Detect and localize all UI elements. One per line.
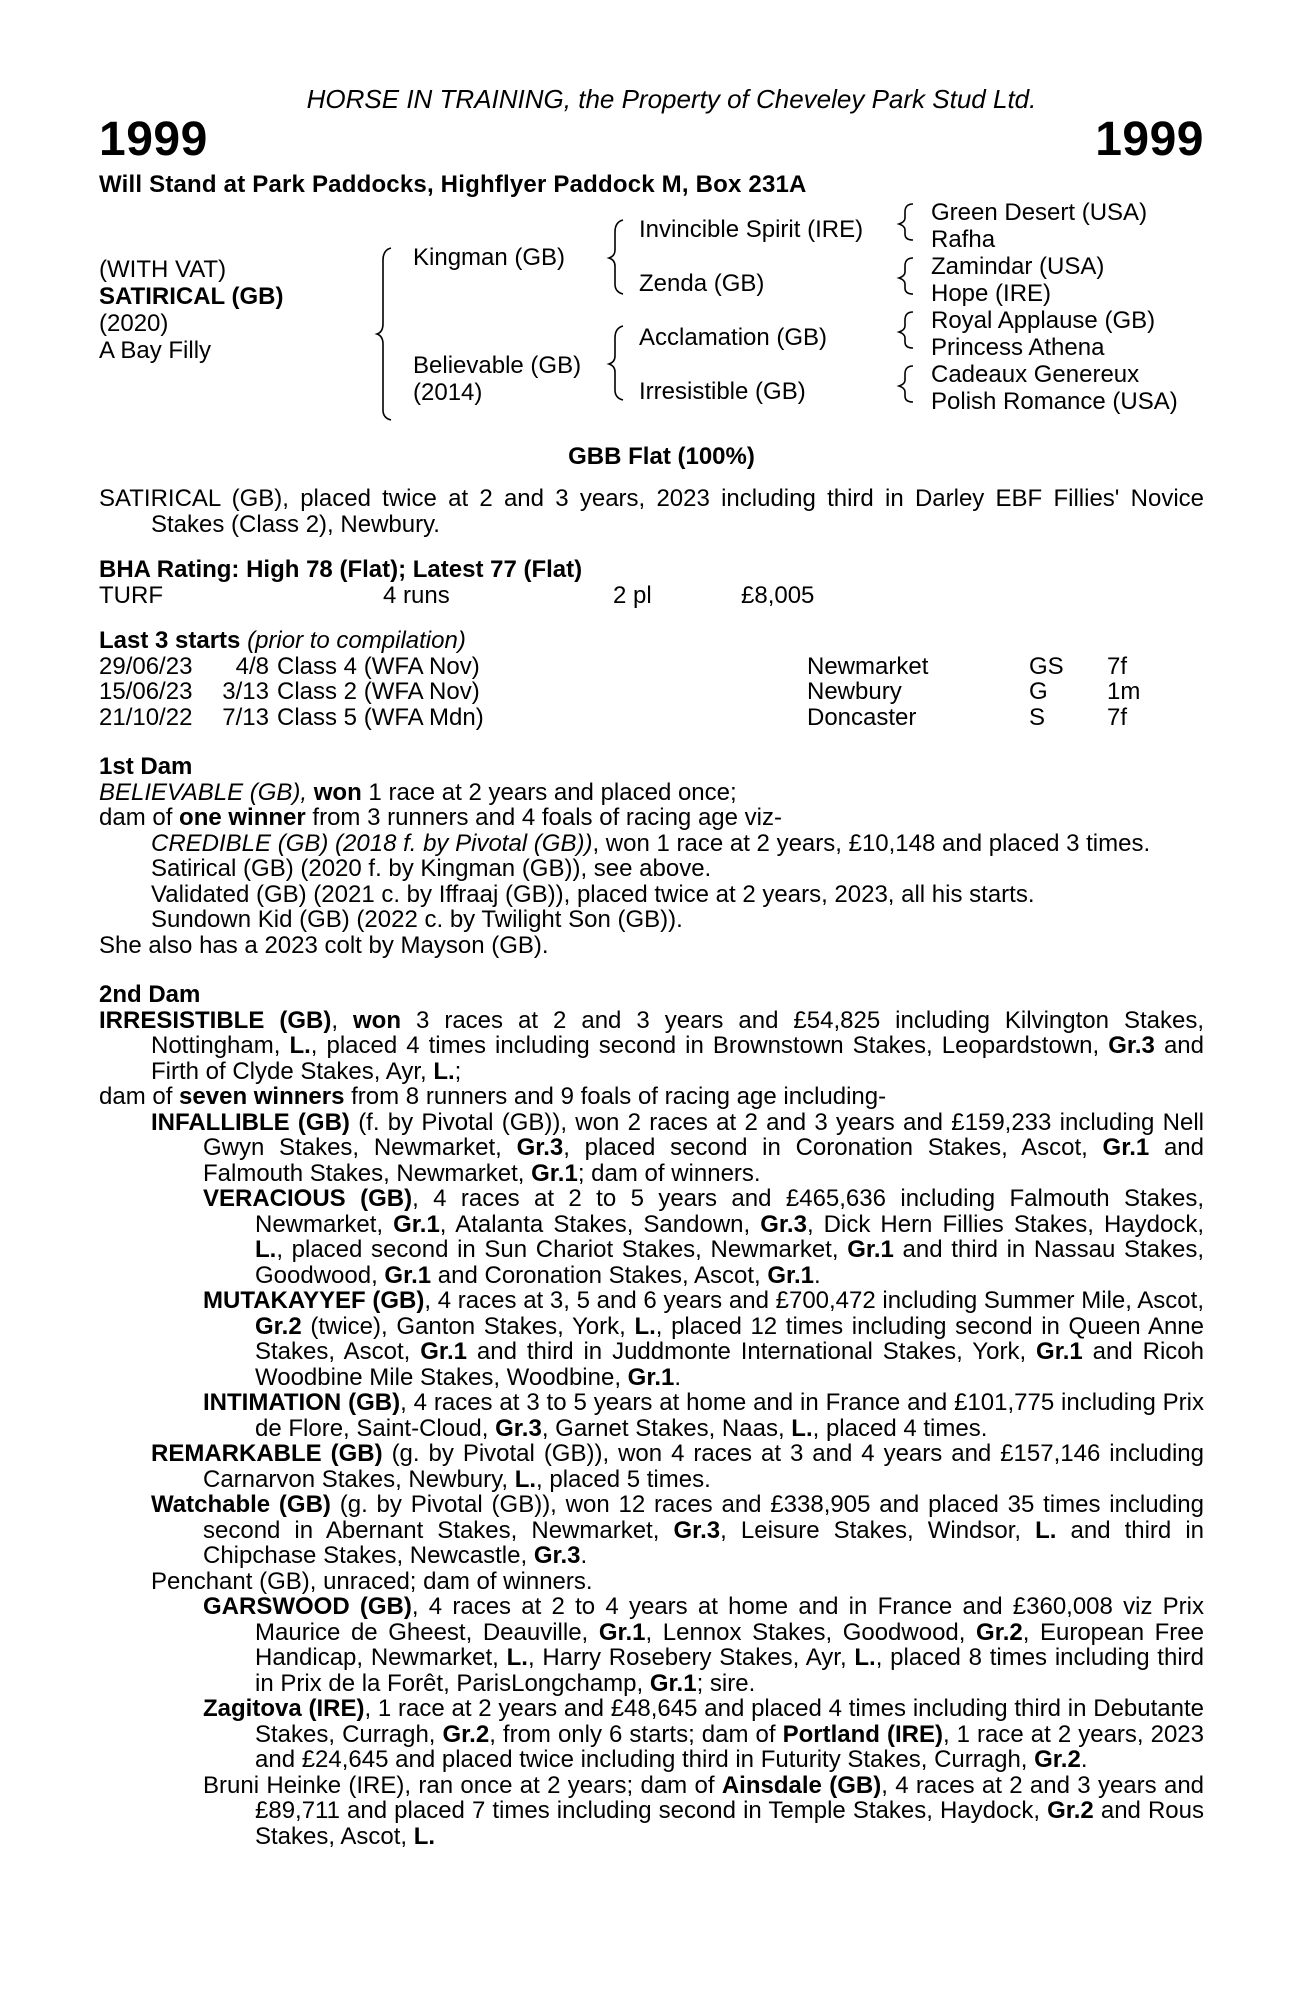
- start-position: 3/13: [222, 678, 269, 705]
- winners-count: one winner: [179, 804, 306, 831]
- ancestor-1: Green Desert (USA): [931, 199, 1148, 226]
- ancestor-7: Cadeaux Genereux: [931, 361, 1140, 388]
- grade: Gr.2: [1034, 1746, 1081, 1773]
- brace-sire: [609, 220, 623, 294]
- grade: Gr.1: [627, 1363, 675, 1391]
- foal-entry: Satirical (GB) (2020 f. by Kingman (GB)), see above.: [151, 855, 712, 882]
- text: , 4 races at 2 and 3 years and £89,711 and placed 7 times including second in Temple Stakes, Haydock,: [255, 1771, 1205, 1824]
- start-race: Class 4 (WFA Nov): [277, 652, 480, 680]
- text: , placed 4 times.: [812, 1414, 988, 1442]
- last-starts-title: Last 3 starts: [99, 627, 241, 654]
- text: and Ricoh Woodbine Mile Stakes, Woodbine,: [255, 1338, 1205, 1391]
- start-going: S: [1029, 703, 1046, 731]
- text: , placed 12 times including second in Queen Anne Stakes, Ascot,: [255, 1312, 1204, 1365]
- text: and third in Nassau Stakes, Goodwood,: [255, 1236, 1204, 1289]
- text: and Rous Stakes, Ascot,: [255, 1797, 1205, 1850]
- start-going: GS: [1029, 652, 1064, 680]
- produce-name: Portland (IRE): [782, 1720, 943, 1748]
- text: , European Free Handicap, Newmarket,: [255, 1618, 1204, 1671]
- text: , 4 races at 2 to 4 years at home and in France and £360,008 viz Prix Maurice de Gheest, Deauville,: [255, 1593, 1205, 1646]
- start-date: 29/06/23: [99, 652, 193, 680]
- second-dam-heading: 2nd Dam: [99, 981, 201, 1008]
- text: ;: [454, 1057, 462, 1085]
- race-summary: SATIRICAL (GB), placed twice at 2 and 3 years, 2023 including third in Darley EBF Fillies' Novice Stakes (Class 2), Newbury.: [99, 485, 1204, 538]
- text: , from only 6 starts; dam of: [489, 1720, 783, 1748]
- text: , 1 race at 2 years and £48,645 and placed 4 times including third in Debutante Stakes, Curragh,: [255, 1695, 1205, 1748]
- text: , Leisure Stakes, Windsor,: [720, 1516, 1036, 1544]
- grade: L.: [433, 1057, 455, 1085]
- start-race: Class 2 (WFA Nov): [277, 678, 480, 705]
- first-dam-line: [99, 780, 1204, 806]
- text: dam of: [99, 1083, 180, 1110]
- start-race: Class 5 (WFA Mdn): [277, 703, 484, 731]
- start-date: 15/06/23: [99, 678, 193, 705]
- brace-g3: [899, 312, 913, 348]
- produce-name: Watchable (GB): [151, 1491, 331, 1518]
- gbb-label: GBB Flat (100%): [568, 443, 755, 470]
- produce-entry: [99, 1110, 1204, 1187]
- winners-count: seven winners: [179, 1083, 345, 1110]
- produce-entry: [99, 1186, 1204, 1288]
- produce-entry: [99, 1390, 1204, 1441]
- grade: Gr.1: [420, 1338, 467, 1365]
- produce-name: MUTAKAYYEF (GB): [203, 1287, 425, 1314]
- produce-name: INFALLIBLE (GB): [151, 1108, 350, 1136]
- brace-g1: [899, 204, 913, 240]
- first-dam-produce-line: [99, 805, 1204, 831]
- grade: L.: [289, 1032, 311, 1059]
- ancestor-4: Hope (IRE): [931, 280, 1052, 307]
- text: .: [674, 1363, 682, 1391]
- second-dam-name: IRRESISTIBLE (GB): [99, 1006, 332, 1034]
- grade: L.: [1035, 1516, 1057, 1544]
- text: .: [1080, 1746, 1088, 1773]
- foal-name: CREDIBLE (GB) (2018 f. by Pivotal (GB)): [151, 829, 593, 857]
- text: from 8 runners and 9 foals of racing age including-: [344, 1083, 887, 1110]
- sire-dam: Zenda (GB): [639, 270, 765, 297]
- brace-g4: [899, 366, 913, 402]
- text: , placed 5 times.: [536, 1465, 711, 1493]
- text: 3 races at 2 and 3 years and £54,825 including Kilvington Stakes, Nottingham,: [151, 1006, 1204, 1059]
- horse-description: A Bay Filly: [99, 337, 212, 364]
- second-dam-produce-line: [99, 1084, 1204, 1110]
- page-subtitle: HORSE IN TRAINING, the Property of Cheveley Park Stud Ltd.: [306, 84, 1037, 114]
- text: and third in Juddmonte International Stakes, York,: [466, 1338, 1037, 1365]
- text: , Garnet Stakes, Naas,: [541, 1414, 792, 1442]
- dam-dam: Irresistible (GB): [639, 378, 806, 405]
- grade: Gr.2: [442, 1720, 490, 1748]
- produce-entry: [99, 1696, 1204, 1773]
- surface: TURF: [99, 581, 163, 609]
- start-course: Newbury: [807, 678, 902, 705]
- year-right: 1999: [1095, 113, 1204, 166]
- produce-name: INTIMATION (GB): [203, 1389, 401, 1416]
- grade: L.: [514, 1465, 537, 1493]
- ancestor-5: Royal Applause (GB): [931, 307, 1156, 334]
- grade: Gr.2: [1047, 1797, 1094, 1824]
- year-row: [99, 114, 1204, 166]
- text: (g. by Pivotal (GB)), won 4 races at 3 and 4 years and £157,146 including Carnarvon Stakes, Newbury,: [203, 1440, 1204, 1493]
- vat-note: (WITH VAT): [99, 256, 227, 283]
- text: and Coronation Stakes, Ascot,: [431, 1261, 768, 1289]
- grade: Gr.2: [976, 1618, 1023, 1646]
- text: dam of: [99, 804, 180, 831]
- text: and Firth of Clyde Stakes, Ayr,: [151, 1032, 1204, 1085]
- second-dam-entry: IRRESISTIBLE (GB), won 3 races at 2 and 3 years and £54,825 including Kilvington Stakes, Nottingham, L., placed 4 times including second in Brownstown Stakes, Leopardstown, Gr.3 and Firth of Clyde Stakes, Ayr, L.;: [99, 1006, 1204, 1085]
- grade: Gr.1: [1102, 1134, 1150, 1161]
- text: .: [580, 1542, 588, 1569]
- start-course: Newmarket: [807, 652, 929, 680]
- foal-entry: [99, 831, 1204, 857]
- start-row: [99, 705, 1204, 731]
- turf-record: [99, 583, 1204, 609]
- produce-name: VERACIOUS (GB): [203, 1185, 413, 1212]
- catalogue-page: [99, 84, 1204, 1849]
- grade: Gr.3: [516, 1134, 564, 1161]
- brace-main: [377, 248, 391, 420]
- start-distance: 7f: [1107, 703, 1128, 731]
- brace-dam: [609, 326, 623, 400]
- horse-year: (2020): [99, 310, 169, 337]
- grade: Gr.1: [384, 1261, 432, 1289]
- ancestor-8: Polish Romance (USA): [931, 388, 1178, 415]
- produce-name: Ainsdale (GB): [721, 1771, 882, 1799]
- start-going: G: [1029, 678, 1048, 705]
- produce-entry: Penchant (GB), unraced; dam of winners.: [151, 1567, 593, 1595]
- start-position: 4/8: [235, 652, 269, 680]
- text: .: [814, 1261, 821, 1289]
- first-dam-name: BELIEVABLE (GB),: [99, 778, 314, 806]
- sire: Kingman (GB): [413, 244, 566, 271]
- text: (twice), Ganton Stakes, York,: [301, 1312, 635, 1340]
- text: , Harry Rosebery Stakes, Ayr,: [527, 1644, 855, 1671]
- pedigree-table: [99, 200, 1204, 440]
- dam-year: (2014): [413, 379, 483, 406]
- foal-note: She also has a 2023 colt by Mayson (GB).: [99, 931, 549, 959]
- text: and Falmouth Stakes, Newmarket,: [203, 1134, 1205, 1187]
- grade: Gr.1: [649, 1669, 697, 1697]
- text: ; dam of winners.: [577, 1159, 761, 1187]
- first-dam-record: 1 race at 2 years and placed once;: [361, 778, 737, 806]
- text: , Dick Hern Fillies Stakes, Haydock,: [806, 1210, 1204, 1238]
- won-label: won: [313, 778, 362, 806]
- start-position: 7/13: [222, 703, 269, 731]
- grade: L.: [791, 1414, 813, 1442]
- stand-location: Will Stand at Park Paddocks, Highflyer Paddock M, Box 231A: [99, 171, 807, 198]
- produce-entry: [99, 1288, 1204, 1390]
- grade: Gr.3: [495, 1414, 542, 1442]
- produce-name: REMARKABLE (GB): [151, 1440, 383, 1467]
- start-date: 21/10/22: [99, 703, 193, 731]
- produce-name: GARSWOOD (GB): [203, 1593, 412, 1620]
- placed: 2 pl: [613, 581, 652, 609]
- foal-record: , won 1 race at 2 years, £10,148 and placed 3 times.: [592, 829, 1151, 857]
- grade: Gr.2: [255, 1312, 302, 1340]
- grade: Gr.3: [1108, 1032, 1155, 1059]
- grade: Gr.1: [1036, 1338, 1083, 1365]
- foal-entry: Validated (GB) (2021 c. by Iffraaj (GB)), placed twice at 2 years, 2023, all his starts.: [151, 880, 1035, 908]
- text: , 4 races at 3, 5 and 6 years and £700,472 including Summer Mile, Ascot,: [424, 1287, 1204, 1314]
- text: , Lennox Stakes, Goodwood,: [645, 1618, 977, 1646]
- text: , placed 4 times including second in Brownstown Stakes, Leopardstown,: [310, 1032, 1109, 1059]
- text: ; sire.: [696, 1669, 756, 1697]
- grade: Gr.3: [533, 1542, 581, 1569]
- grade: Gr.1: [847, 1236, 894, 1263]
- grade: Gr.1: [393, 1210, 440, 1238]
- text: , placed second in Coronation Stakes, Ascot,: [563, 1134, 1103, 1161]
- produce-entry: [99, 1441, 1204, 1492]
- bha-rating: BHA Rating: High 78 (Flat); Latest 77 (Flat): [99, 556, 583, 583]
- dam: Believable (GB): [413, 352, 582, 379]
- grade: L.: [854, 1644, 876, 1671]
- ancestor-6: Princess Athena: [931, 334, 1105, 361]
- text: , placed 8 times including third in Prix de la Forêt, ParisLongchamp,: [255, 1644, 1204, 1697]
- last-starts-note: (prior to compilation): [247, 627, 466, 654]
- start-row: [99, 654, 1204, 680]
- text: and third in Chipchase Stakes, Newcastle,: [203, 1516, 1204, 1569]
- text: , placed second in Sun Chariot Stakes, Newmarket,: [276, 1236, 848, 1263]
- grade: Gr.3: [673, 1516, 721, 1544]
- grade: Gr.3: [760, 1210, 807, 1238]
- last-starts-table: [99, 654, 1204, 731]
- first-dam-heading: 1st Dam: [99, 753, 193, 780]
- text: , 1 race at 2 years, 2023 and £24,645 and placed twice including third in Futurity Stakes, Curragh,: [255, 1720, 1205, 1773]
- won-label: won: [353, 1006, 401, 1034]
- ancestor-3: Zamindar (USA): [931, 253, 1105, 280]
- earnings: £8,005: [741, 581, 815, 609]
- text: from 3 runners and 4 foals of racing age viz-: [305, 804, 782, 831]
- start-distance: 7f: [1107, 652, 1128, 680]
- runs: 4 runs: [383, 581, 450, 609]
- year-left: 1999: [99, 113, 208, 166]
- start-course: Doncaster: [807, 703, 917, 731]
- produce-entry: [99, 1594, 1204, 1696]
- foal-entry: Sundown Kid (GB) (2022 c. by Twilight Son (GB)).: [151, 906, 683, 933]
- start-row: [99, 679, 1204, 705]
- sire-sire: Invincible Spirit (IRE): [639, 216, 864, 243]
- grade: Gr.1: [598, 1618, 646, 1646]
- text: (g. by Pivotal (GB)), won 12 races and £338,905 and placed 35 times including second in Abernant Stakes, Newmarket,: [203, 1491, 1204, 1544]
- last-starts-heading: [99, 628, 1204, 654]
- grade: Gr.1: [531, 1159, 578, 1187]
- dam-sire: Acclamation (GB): [639, 324, 828, 351]
- text: , 4 races at 2 to 5 years and £465,636 including Falmouth Stakes, Newmarket,: [255, 1185, 1204, 1238]
- produce-entry: [99, 1492, 1204, 1569]
- grade: L.: [634, 1312, 656, 1340]
- text: (f. by Pivotal (GB)), won 2 races at 2 and 3 years and £159,233 including Nell Gwyn Stakes, Newmarket,: [203, 1108, 1204, 1161]
- brace-g2: [899, 258, 913, 294]
- produce-entry: [99, 1773, 1204, 1850]
- produce-name: Zagitova (IRE): [203, 1695, 365, 1722]
- text: , 4 races at 3 to 5 years at home and in France and £101,775 including Prix de Flore, Saint-Cloud,: [255, 1389, 1205, 1442]
- ancestor-2: Rafha: [931, 226, 996, 253]
- horse-name: SATIRICAL (GB): [99, 283, 284, 310]
- text: Bruni Heinke (IRE), ran once at 2 years; dam of: [203, 1771, 722, 1799]
- grade: L.: [506, 1644, 528, 1671]
- start-distance: 1m: [1107, 678, 1141, 705]
- grade: L.: [255, 1236, 277, 1263]
- text: , Atalanta Stakes, Sandown,: [439, 1210, 761, 1238]
- grade: L.: [413, 1822, 436, 1850]
- grade: Gr.1: [767, 1261, 815, 1289]
